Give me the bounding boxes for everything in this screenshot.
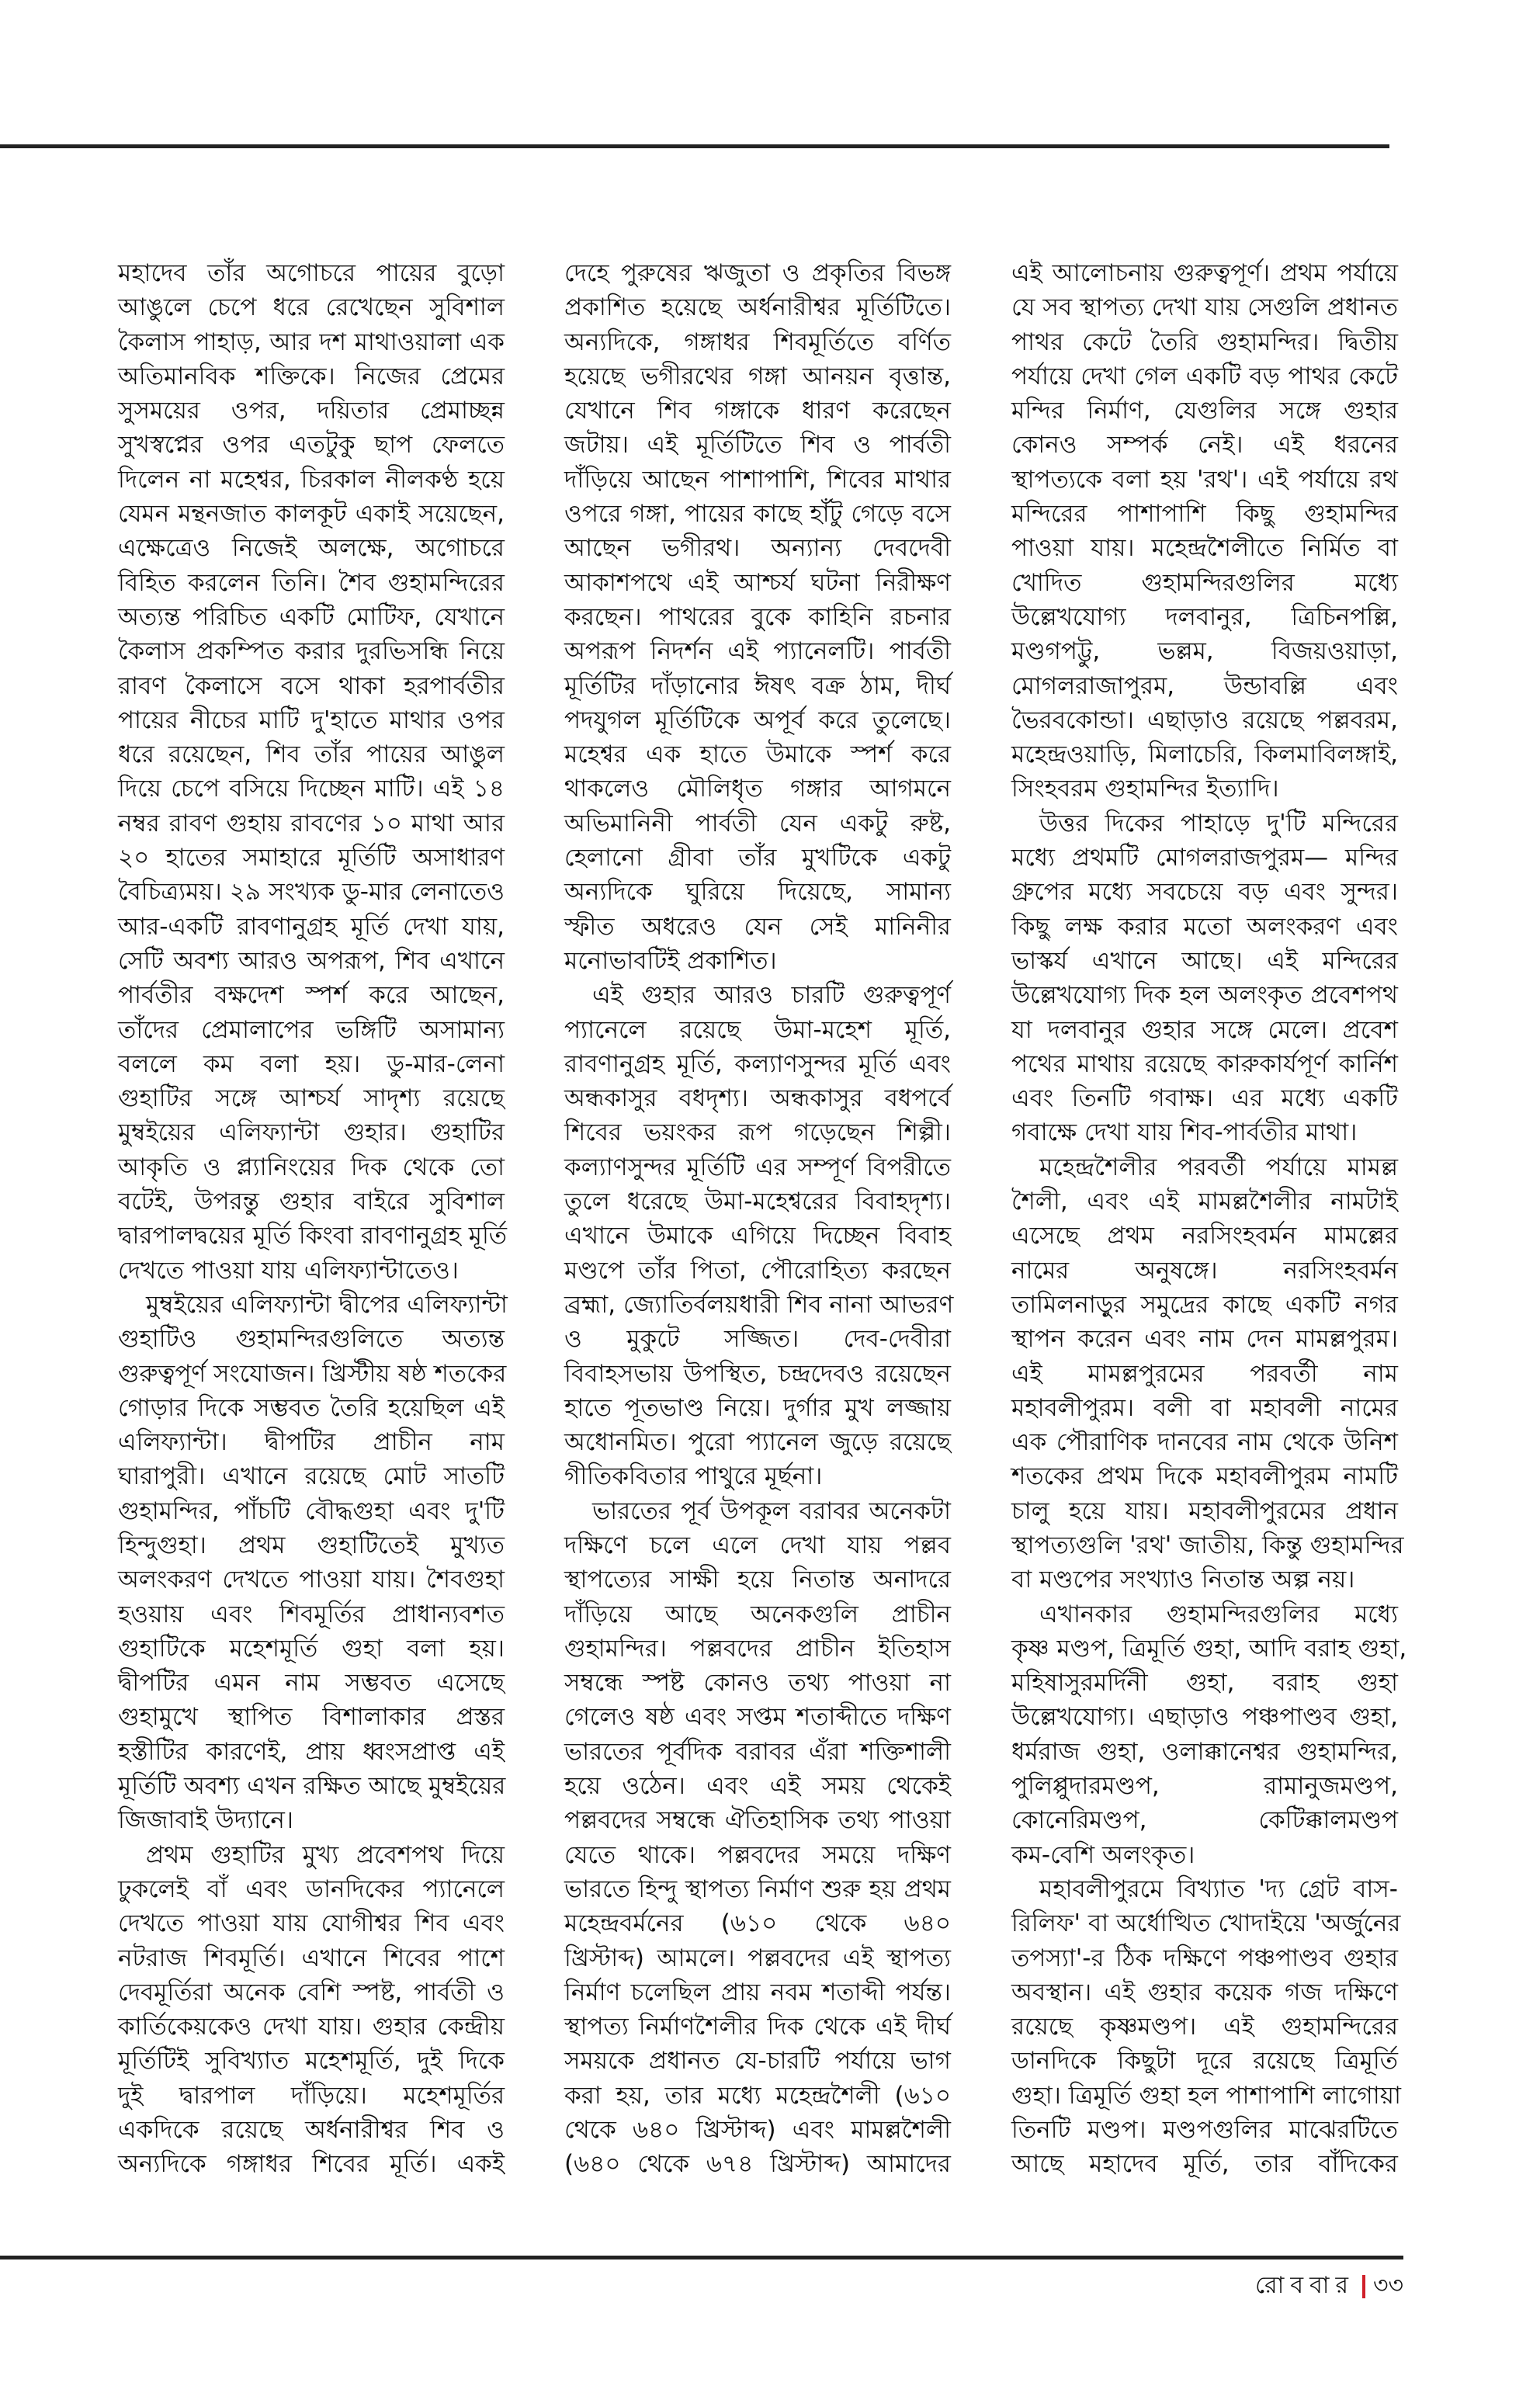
text-line: মহেন্দ্রবর্মনের (৬১০ থেকে ৬৪০	[564, 1909, 951, 1938]
text-line: অলংকরণ দেখতে পাওয়া যায়। শৈবগুহা	[118, 1566, 505, 1594]
text-line: গুহা। ত্রিমূর্তি গুহা হল পাশাপাশি লাগোয়া	[1011, 2081, 1401, 2110]
text-line: মূর্তিটি অবশ্য এখন রক্ষিত আছে মুম্বইয়ের	[118, 1772, 506, 1801]
text-line: যে সব স্থাপত্য দেখা যায় সেগুলি প্রধানত	[1011, 293, 1398, 322]
text-line: জিজাবাই উদ্যানে।	[118, 1806, 294, 1835]
paragraph	[1011, 806, 1398, 1150]
text-line: পর্যায়ে দেখা গেল একটি বড় পাথর কেটে	[1011, 362, 1398, 390]
text-line: মহেন্দ্রওয়াড়ি, মিলাচেরি, কিলমাবিলঙ্গাই,	[1011, 740, 1398, 769]
text-line: চালু হয়ে যায়। মহাবলীপুরমের প্রধান	[1011, 1496, 1398, 1525]
text-line: এই মামল্লপুরমের পরবর্তী নাম	[1011, 1359, 1398, 1388]
text-line: থেকে ৬৪০ খ্রিস্টাব্দ) এবং মামল্লশৈলী	[564, 2116, 951, 2145]
text-line: এই গুহার আরও চারটি গুরুত্বপূর্ণ	[592, 981, 951, 1010]
text-line: তাঁদের প্রেমালাপের ভঙ্গিটি অসামান্য	[118, 1015, 505, 1044]
text-line: রয়েছে কৃষ্ণমণ্ডপ। এই গুহামন্দিরের	[1011, 2013, 1398, 2041]
page-footer	[1255, 2266, 1403, 2306]
text-line: সুখস্বপ্নের ওপর এতটুকু ছাপ ফেলতে	[118, 431, 505, 460]
text-line: সিংহবরম গুহামন্দির ইত্যাদি।	[1011, 775, 1279, 803]
text-line: হওয়ায় এবং শিবমূর্তির প্রাধান্যবশত	[118, 1600, 505, 1628]
text-line: অন্যদিকে ঘুরিয়ে দিয়েছে, সামান্য	[564, 878, 951, 907]
text-line: ধরে রয়েছেন, শিব তাঁর পায়ের আঙুল	[118, 740, 505, 769]
text-line: মনোভাবটিই প্রকাশিত।	[564, 946, 777, 975]
text-line: ব্রহ্মা, জ্যোতির্বলয়ধারী শিব নানা আভরণ	[564, 1290, 954, 1319]
text-line: দাঁড়িয়ে আছে অনেকগুলি প্রাচীন	[564, 1600, 951, 1628]
text-line: রাবণ কৈলাসে বসে থাকা হরপার্বতীর	[118, 671, 505, 700]
text-line: রিলিফ' বা অর্ধোত্থিত খোদাইয়ে 'অর্জুনের	[1011, 1909, 1401, 1938]
text-line: হিন্দুগুহা। প্রথম গুহাটিতেই মুখ্যত	[118, 1531, 505, 1559]
text-line: মোগলরাজাপুরম, উন্ডাবল্লি এবং	[1011, 671, 1398, 700]
text-line: দেখতে পাওয়া যায় যোগীশ্বর শিব এবং	[118, 1909, 505, 1938]
text-line: শিবের ভয়ংকর রূপ গড়েছেন শিল্পী।	[564, 1118, 951, 1147]
text-line: গুরুত্বপূর্ণ সংযোজন। খ্রিস্টীয় ষষ্ঠ শতকের	[118, 1359, 507, 1388]
text-line: আছেন ভগীরথ। অন্যান্য দেবদেবী	[564, 534, 951, 563]
text-line: দ্বীপটির এমন নাম সম্ভবত এসেছে	[118, 1669, 505, 1698]
text-line: শতকের প্রথম দিকে মহাবলীপুরম নামটি	[1011, 1462, 1398, 1491]
text-line: খোদিত গুহামন্দিরগুলির মধ্যে	[1011, 568, 1398, 597]
text-line: গুহামন্দির, পাঁচটি বৌদ্ধগুহা এবং দু'টি	[118, 1496, 505, 1525]
text-line: এবং তিনটি গবাক্ষ। এর মধ্যে একটি	[1011, 1084, 1398, 1113]
text-line: অধোনমিত। পুরো প্যানেল জুড়ে রয়েছে	[564, 1428, 951, 1457]
text-line: পুলিপ্পুদারমণ্ডপ, রামানুজমণ্ডপ,	[1011, 1772, 1398, 1801]
text-line: ভৈরবকোন্ডা। এছাড়াও রয়েছে পল্লবরম,	[1011, 706, 1398, 734]
paragraph	[1011, 1597, 1407, 1872]
text-line: নামের অনুষঙ্গে। নরসিংহবর্মন	[1011, 1256, 1398, 1285]
text-line: অপরূপ নিদর্শন এই প্যানেলটি। পার্বতী	[564, 637, 951, 666]
text-line: নম্বর রাবণ গুহায় রাবণের ১০ মাথা আর	[118, 809, 505, 838]
text-line: বৈচিত্র্যময়। ২৯ সংখ্যক ডু-মার লেনাতেও	[118, 878, 505, 907]
paragraph	[1011, 1150, 1404, 1597]
text-line: আকাশপথে এই আশ্চর্য ঘটনা নিরীক্ষণ	[564, 568, 951, 597]
text-line: স্থাপত্যের সাক্ষী হয়ে নিতান্ত অনাদরে	[564, 1566, 951, 1594]
text-line: গুহাটিও গুহামন্দিরগুলিতে অত্যন্ত	[118, 1325, 505, 1354]
text-line: করা হয়, তার মধ্যে মহেন্দ্রশৈলী (৬১০	[564, 2081, 951, 2110]
text-line: উল্লেখযোগ্য দলবানুর, ত্রিচিনপল্লি,	[1011, 602, 1398, 631]
text-line: দক্ষিণে চলে এলে দেখা যায় পল্লব	[564, 1531, 951, 1559]
text-line: অবস্থান। এই গুহার কয়েক গজ দক্ষিণে	[1011, 1978, 1398, 2006]
text-line: আর-একটি রাবণানুগ্রহ মূর্তি দেখা যায়,	[118, 912, 505, 941]
text-line: দিয়ে চেপে বসিয়ে দিচ্ছেন মাটি। এই ১৪	[118, 775, 505, 803]
text-line: মণ্ডপে তাঁর পিতা, পৌরোহিত্য করছেন	[564, 1256, 951, 1285]
text-line: শৈলী, এবং এই মামল্লশৈলীর নামটাই	[1011, 1188, 1398, 1216]
text-line: গুহামন্দির। পল্লবদের প্রাচীন ইতিহাস	[564, 1634, 951, 1663]
text-line: কিছু লক্ষ করার মতো অলংকরণ এবং	[1011, 912, 1398, 941]
paragraph	[564, 978, 954, 1493]
text-line: তিনটি মণ্ডপ। মণ্ডপগুলির মাঝেরটিতে	[1011, 2116, 1398, 2145]
text-line: এক্ষেত্রেও নিজেই অলক্ষে, অগোচরে	[118, 534, 505, 563]
text-line: যেতে থাকে। পল্লবদের সময়ে দক্ষিণ	[564, 1840, 951, 1869]
text-line: স্থাপত্য নির্মাণশৈলীর দিক থেকে এই দীর্ঘ	[564, 2013, 951, 2041]
text-line: পাওয়া যায়। মহেন্দ্রশৈলীতে নির্মিত বা	[1011, 534, 1398, 563]
text-line: মুম্বইয়ের এলিফ্যান্টা গুহার। গুহাটির	[118, 1118, 505, 1147]
paragraph	[1011, 1872, 1401, 2182]
text-line: মহাদেব তাঁর অগোচরে পায়ের বুড়ো	[118, 259, 505, 287]
text-line: অভিমানিনী পার্বতী যেন একটু রুষ্ট,	[564, 809, 951, 838]
text-line: প্রকাশিত হয়েছে অর্ধনারীশ্বর মূর্তিটিতে।	[564, 293, 951, 322]
text-line: থাকলেও মৌলিধৃত গঙ্গার আগমনে	[564, 775, 951, 803]
text-line: ও মুকুটে সজ্জিত। দেব-দেবীরা	[564, 1325, 951, 1354]
text-line: যেমন মন্থনজাত কালকূট একাই সয়েছেন,	[118, 500, 505, 529]
text-line: অন্যদিকে, গঙ্গাধর শিবমূর্তিতে বর্ণিত	[564, 328, 951, 356]
text-line: কৈলাস পাহাড়, আর দশ মাথাওয়ালা এক	[118, 328, 505, 356]
text-line: মহেন্দ্রশৈলীর পরবর্তী পর্যায়ে মামল্ল	[1039, 1153, 1398, 1181]
text-line: স্থাপত্যগুলি 'রথ' জাতীয়, কিন্তু গুহামন্দির	[1011, 1531, 1404, 1559]
text-line: উল্লেখযোগ্য দিক হল অলংকৃত প্রবেশপথ	[1011, 981, 1398, 1010]
text-line: গেলেও ষষ্ঠ এবং সপ্তম শতাব্দীতে দক্ষিণ	[564, 1703, 951, 1732]
text-line: সেটি অবশ্য আরও অপরূপ, শিব এখানে	[118, 946, 505, 975]
footer-separator-bar	[1362, 2275, 1365, 2298]
text-line: মহাবলীপুরম। বলী বা মহাবলী নামের	[1011, 1393, 1398, 1422]
text-line: একদিকে রয়েছে অর্ধনারীশ্বর শিব ও	[118, 2116, 505, 2145]
text-line: দ্বারপালদ্বয়ের মূর্তি কিংবা রাবণানুগ্রহ মূর্তি	[118, 1222, 508, 1250]
text-line: এলিফ্যান্টা। দ্বীপটির প্রাচীন নাম	[118, 1428, 505, 1457]
paragraph	[118, 1838, 505, 2182]
text-line: মহাবলীপুরমে বিখ্যাত 'দ্য গ্রেট বাস-	[1039, 1875, 1398, 1903]
footer-rule	[0, 2256, 1403, 2259]
text-line: গীতিকবিতার পাথুরে মূর্ছনা।	[564, 1462, 823, 1491]
text-line: কার্তিকেয়কেও দেখা যায়। গুহার কেন্দ্রীয়	[118, 2013, 505, 2041]
text-line: বিহিত করলেন তিনি। শৈব গুহামন্দিরের	[118, 568, 505, 597]
text-line: কৃষ্ণ মণ্ডপ, ত্রিমূর্তি গুহা, আদি বরাহ গুহা,	[1011, 1634, 1407, 1663]
text-line: এসেছে প্রথম নরসিংহবর্মন মামল্লের	[1011, 1222, 1398, 1250]
text-line: যা দলবানুর গুহার সঙ্গে মেলে। প্রবেশ	[1011, 1015, 1398, 1044]
text-line: ভারতের পূর্ব উপকূল বরাবর অনেকটা	[592, 1496, 951, 1525]
text-line: এখানকার গুহামন্দিরগুলির মধ্যে	[1039, 1600, 1398, 1628]
text-line: এই আলোচনায় গুরুত্বপূর্ণ। প্রথম পর্যায়ে	[1011, 259, 1398, 287]
text-line: ভারতের পূর্বদিক বরাবর এঁরা শক্তিশালী	[564, 1737, 951, 1766]
text-line: কোনেরিমণ্ডপ, কেটিক্কালমণ্ডপ	[1011, 1806, 1398, 1835]
paragraph	[564, 1494, 951, 2182]
paragraph	[118, 256, 508, 1288]
text-line: ২০ হাতের সমাহারে মূর্তিটি অসাধারণ	[118, 844, 505, 872]
text-line: গুহামুখে স্থাপিত বিশালাকার প্রস্তর	[118, 1703, 505, 1732]
text-line: অন্যদিকে গঙ্গাধর শিবের মূর্তি। একই	[118, 2150, 505, 2179]
text-line: এক পৌরাণিক দানবের নাম থেকে উনিশ	[1011, 1428, 1398, 1457]
text-line: হস্তীটির কারণেই, প্রায় ধ্বংসপ্রাপ্ত এই	[118, 1737, 505, 1766]
text-column-1	[118, 256, 508, 2182]
text-line: গোড়ার দিকে সম্ভবত তৈরি হয়েছিল এই	[118, 1393, 505, 1422]
text-line: যেখানে শিব গঙ্গাকে ধারণ করেছেন	[564, 397, 951, 425]
text-line: নটরাজ শিবমূর্তি। এখানে শিবের পাশে	[118, 1944, 505, 1972]
text-line: মূর্তিটিই সুবিখ্যাত মহেশমূর্তি, দুই দিকে	[118, 2047, 505, 2076]
text-line: কৈলাস প্রকম্পিত করার দুরভিসন্ধি নিয়ে	[118, 637, 505, 666]
paragraph	[1011, 256, 1398, 806]
text-line: আঙুলে চেপে ধরে রেখেছেন সুবিশাল	[118, 293, 505, 322]
text-line: দেখতে পাওয়া যায় এলিফ্যান্টাতেও।	[118, 1256, 459, 1285]
text-line: মহিষাসুরমর্দিনী গুহা, বরাহ গুহা	[1011, 1669, 1398, 1698]
text-line: ধর্মরাজ গুহা, ওলাক্কানেশ্বর গুহামন্দির,	[1011, 1737, 1398, 1766]
text-line: পায়ের নীচের মাটি দু'হাতে মাথার ওপর	[118, 706, 505, 734]
text-line: মন্দির নির্মাণ, যেগুলির সঙ্গে গুহার	[1011, 397, 1398, 425]
text-line: হয়ে ওঠেন। এবং এই সময় থেকেই	[564, 1772, 951, 1801]
text-line: অন্ধকাসুর বধদৃশ্য। অন্ধকাসুর বধপর্বে	[564, 1084, 951, 1113]
text-line: করছেন। পাথরের বুকে কাহিনি রচনার	[564, 602, 951, 631]
text-line: অতিমানবিক শক্তিকে। নিজের প্রেমের	[118, 362, 505, 390]
text-line: দিলেন না মহেশ্বর, চিরকাল নীলকণ্ঠ হয়ে	[118, 465, 505, 494]
paragraph	[118, 1288, 508, 1838]
text-line: গুহাটির সঙ্গে আশ্চর্য সাদৃশ্য রয়েছে	[118, 1084, 505, 1113]
text-line: পদযুগল মূর্তিটিকে অপূর্ব করে তুলেছে।	[564, 706, 951, 734]
text-line: হাতে পূতভাণ্ড নিয়ে। দুর্গার মুখ লজ্জায়	[564, 1393, 951, 1422]
text-line: পথের মাথায় রয়েছে কারুকার্যপূর্ণ কার্নিশ	[1011, 1049, 1398, 1078]
text-line: মুম্বইয়ের এলিফ্যান্টা দ্বীপের এলিফ্যান্টা	[146, 1290, 508, 1319]
text-line: সুসময়ের ওপর, দয়িতার প্রেমাচ্ছন্ন	[118, 397, 505, 425]
text-line: তামিলনাড়ুর সমুদ্রের কাছে একটি নগর	[1011, 1290, 1398, 1319]
text-line: দাঁড়িয়ে আছেন পাশাপাশি, শিবের মাথার	[564, 465, 951, 494]
text-line: জটায়। এই মূর্তিটিতে শিব ও পার্বতী	[564, 431, 951, 460]
text-line: বটেই, উপরন্তু গুহার বাইরে সুবিশাল	[118, 1188, 505, 1216]
text-line: তপস্যা'-র ঠিক দক্ষিণে পঞ্চপাণ্ডব গুহার	[1011, 1944, 1398, 1972]
text-line: দুই দ্বারপাল দাঁড়িয়ে। মহেশমূর্তির	[118, 2081, 505, 2110]
text-line: প্যানেলে রয়েছে উমা-মহেশ মূর্তি,	[564, 1015, 951, 1044]
text-line: স্ফীত অধরেও যেন সেই মানিনীর	[564, 912, 951, 941]
text-line: হেলানো গ্রীবা তাঁর মুখটিকে একটু	[564, 844, 951, 872]
text-line: ভারতে হিন্দু স্থাপত্য নির্মাণ শুরু হয় প্রথম	[564, 1875, 951, 1903]
text-line: গবাক্ষে দেখা যায় শিব-পার্বতীর মাথা।	[1011, 1118, 1358, 1147]
magazine-name: রোববার	[1255, 2272, 1354, 2299]
text-line: বললে কম বলা হয়। ডু-মার-লেনা	[118, 1049, 505, 1078]
text-line: মণ্ডগপট্টু, ভল্লম, বিজয়ওয়াড়া,	[1011, 637, 1398, 666]
text-line: উল্লেখযোগ্য। এছাড়াও পঞ্চপাণ্ডব গুহা,	[1011, 1703, 1398, 1732]
text-line: খ্রিস্টাব্দ) আমলে। পল্লবদের এই স্থাপত্য	[564, 1944, 951, 1972]
text-line: কম-বেশি অলংকৃত।	[1011, 1840, 1195, 1869]
text-line: তুলে ধরেছে উমা-মহেশ্বরের বিবাহদৃশ্য।	[564, 1188, 951, 1216]
text-line: মধ্যে প্রথমটি মোগলরাজপুরম— মন্দির	[1011, 844, 1398, 872]
text-line: রাবণানুগ্রহ মূর্তি, কল্যাণসুন্দর মূর্তি এবং	[564, 1049, 951, 1078]
text-line: সময়কে প্রধানত যে-চারটি পর্যায়ে ভাগ	[564, 2047, 951, 2076]
text-line: অত্যন্ত পরিচিত একটি মোটিফ, যেখানে	[118, 602, 505, 631]
text-line: বা মণ্ডপের সংখ্যাও নিতান্ত অল্প নয়।	[1011, 1566, 1355, 1594]
text-line: প্রথম গুহাটির মুখ্য প্রবেশপথ দিয়ে	[146, 1840, 505, 1869]
text-line: ডানদিকে কিছুটা দূরে রয়েছে ত্রিমূর্তি	[1011, 2047, 1398, 2076]
paragraph	[564, 256, 951, 978]
text-line: গ্রুপের মধ্যে সবচেয়ে বড় এবং সুন্দর।	[1011, 878, 1398, 907]
text-line: আছে মহাদেব মূর্তি, তার বাঁদিকের	[1011, 2150, 1398, 2179]
text-line: (৬৪০ থেকে ৬৭৪ খ্রিস্টাব্দ) আমাদের	[564, 2150, 951, 2179]
text-line: পাথর কেটে তৈরি গুহামন্দির। দ্বিতীয়	[1011, 328, 1398, 356]
text-line: ঘারাপুরী। এখানে রয়েছে মোট সাতটি	[118, 1462, 505, 1491]
text-line: আকৃতি ও প্ল্যানিংয়ের দিক থেকে তো	[118, 1153, 505, 1181]
text-line: পার্বতীর বক্ষদেশ স্পর্শ করে আছেন,	[118, 981, 505, 1010]
text-line: স্থাপত্যকে বলা হয় 'রথ'। এই পর্যায়ে রথ	[1011, 465, 1398, 494]
text-line: মূর্তিটির দাঁড়ানোর ঈষৎ বক্র ঠাম, দীর্ঘ	[564, 671, 951, 700]
text-line: মন্দিরের পাশাপাশি কিছু গুহামন্দির	[1011, 500, 1398, 529]
text-line: দেবমূর্তিরা অনেক বেশি স্পষ্ট, পার্বতী ও	[118, 1978, 505, 2006]
text-line: কল্যাণসুন্দর মূর্তিটি এর সম্পূর্ণ বিপরীতে	[564, 1153, 951, 1181]
text-line: কোনও সম্পর্ক নেই। এই ধরনের	[1011, 431, 1398, 460]
text-line: নির্মাণ চলেছিল প্রায় নবম শতাব্দী পর্যন্ত।	[564, 1978, 951, 2006]
text-line: মহেশ্বর এক হাতে উমাকে স্পর্শ করে	[564, 740, 951, 769]
text-line: ভাস্কর্য এখানে আছে। এই মন্দিরের	[1011, 946, 1398, 975]
text-line: দেহে পুরুষের ঋজুতা ও প্রকৃতির বিভঙ্গ	[564, 259, 951, 287]
text-line: পল্লবদের সম্বন্ধে ঐতিহাসিক তথ্য পাওয়া	[564, 1806, 951, 1835]
text-column-2	[564, 256, 954, 2182]
text-line: উত্তর দিকের পাহাড়ে দু'টি মন্দিরের	[1039, 809, 1398, 838]
header-rule	[0, 144, 1389, 148]
text-line: হয়েছে ভগীরথের গঙ্গা আনয়ন বৃত্তান্ত,	[564, 362, 951, 390]
text-column-3	[1011, 256, 1407, 2182]
text-line: ওপরে গঙ্গা, পায়ের কাছে হাঁটু গেড়ে বসে	[564, 500, 951, 529]
text-line: সম্বন্ধে স্পষ্ট কোনও তথ্য পাওয়া না	[564, 1669, 951, 1698]
text-line: এখানে উমাকে এগিয়ে দিচ্ছেন বিবাহ	[564, 1222, 951, 1250]
text-line: স্থাপন করেন এবং নাম দেন মামল্লপুরম।	[1011, 1325, 1398, 1354]
text-line: গুহাটিকে মহেশমূর্তি গুহা বলা হয়।	[118, 1634, 505, 1663]
text-line: বিবাহসভায় উপস্থিত, চন্দ্রদেবও রয়েছেন	[564, 1359, 951, 1388]
page-number: ৩৩	[1372, 2272, 1403, 2299]
text-line: ঢুকলেই বাঁ এবং ডানদিকের প্যানেলে	[118, 1875, 505, 1903]
